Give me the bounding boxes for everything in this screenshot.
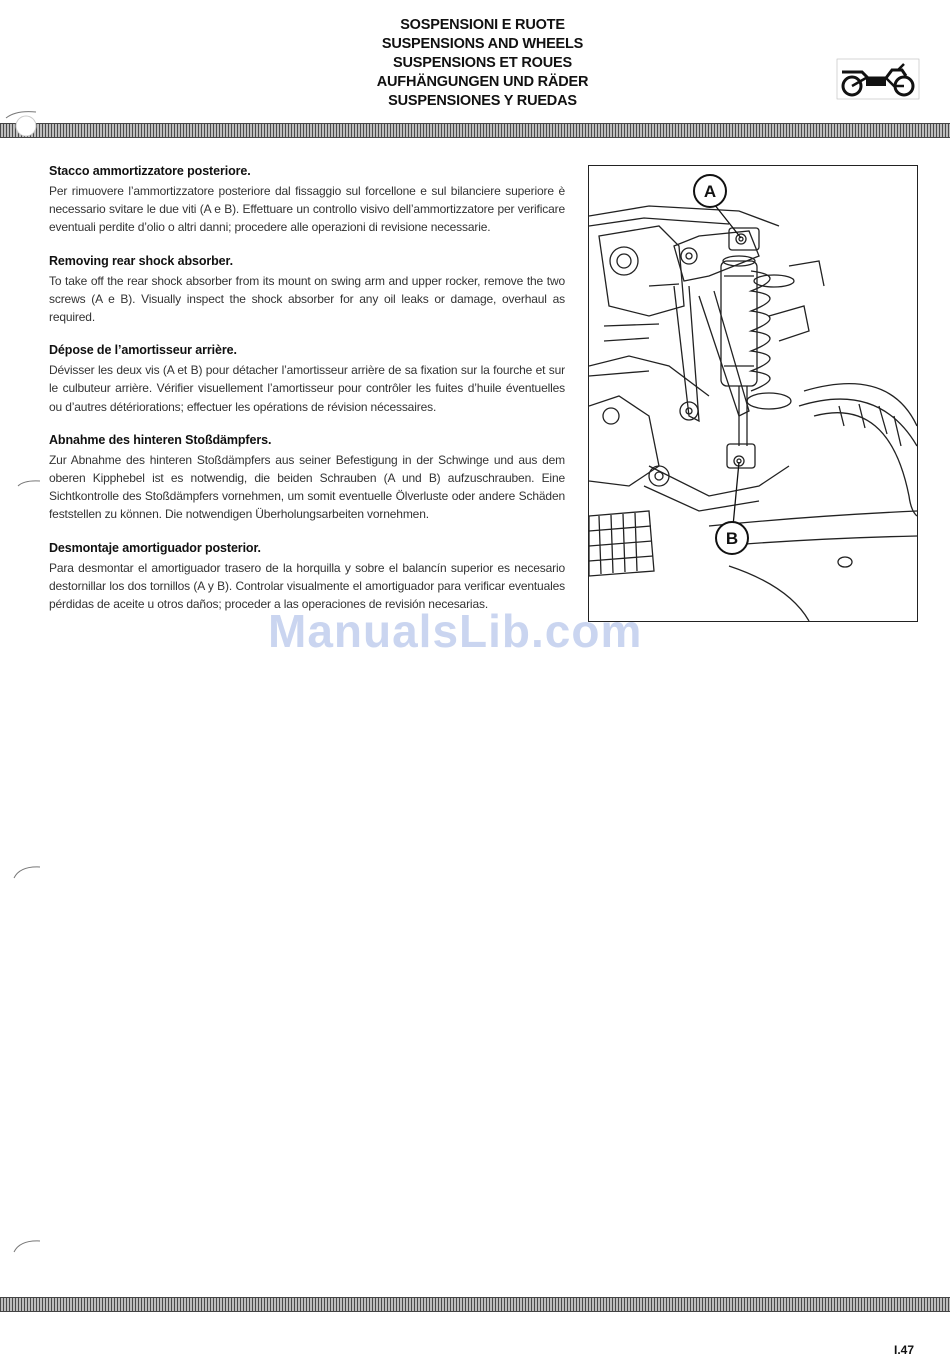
section-german (49, 431, 565, 524)
header-divider (0, 123, 950, 138)
section-french (49, 341, 565, 416)
motorcycle-icon (836, 58, 920, 100)
page-number: I.47 (894, 1343, 915, 1357)
binder-hole-mark (0, 472, 40, 512)
section-heading: Stacco ammortizzatore posteriore. (49, 164, 251, 178)
binder-hole-mark (0, 104, 40, 144)
title-english: SUSPENSIONS AND WHEELS (381, 36, 584, 52)
footer-divider (0, 1297, 950, 1312)
page-title-block (300, 16, 665, 111)
binder-hole-mark (0, 858, 40, 898)
section-heading: Abnahme des hinteren Stoßdämpfers. (49, 432, 272, 447)
callout-b-label: B (725, 529, 739, 548)
title-italian: SOSPENSIONI E RUOTE (400, 17, 565, 33)
section-body: Per rimuovere l’ammortizzatore posteriore dal fissaggio sul forcellone e sul bilanciere superiore è necessario svitare le due viti (A e B). Effettuare un controllo visivo dell’ammortizzatore per verificare eventuali perdite d’olio o altri danni; procedere alle operazioni di revisione necessarie. (49, 184, 565, 235)
title-german: AUFHÄNGUNGEN UND RÄDER (376, 74, 589, 90)
section-body: Para desmontar el amortiguador trasero de la horquilla y sobre el balancín superior es necesario destornillar los dos tornillos (A y B). Controlar visualmente el amortiguador para verificar eventuales pérdidas de aceite u otros daños; proceder a las operaciones de revisión necesarias. (49, 560, 565, 612)
callout-a-label: A (703, 182, 717, 201)
shock-absorber-drawing (589, 166, 917, 621)
section-heading: Removing rear shock absorber. (49, 253, 233, 268)
watermark: ManualsLib.com (268, 605, 643, 657)
section-heading: Dépose de l’amortisseur arrière. (49, 343, 237, 358)
title-spanish: SUSPENSIONES Y RUEDAS (388, 93, 577, 109)
section-body: Dévisser les deux vis (A et B) pour détacher l’amortisseur arrière de sa fixation sur la fourche et sur le culbuteur arrière. Vérifier visuellement l’amortisseur pour contrôler les fuites d’huile éventuelles ou d’autres détériorations; effectuer les opérations de révision nécessaires. (49, 363, 565, 414)
section-italian (49, 162, 565, 237)
section-english (49, 252, 565, 327)
section-body: Zur Abnahme des hinteren Stoßdämpfers aus seiner Befestigung in der Schwinge und aus dem oberen Kipphebel ist es notwendig, die beiden Schrauben (A und B) aufzuschrauben. Eine Sichtkontrolle des Stoßdämpfers vornehmen, um somit eventuelle Ölverluste oder andere Schäden feststellen zu können. Die notwendigen Überholungsarbeiten vornehmen. (49, 452, 565, 522)
binder-hole-mark (0, 1232, 40, 1272)
section-heading: Desmontaje amortiguador posterior. (49, 540, 261, 555)
shock-absorber-illustration (588, 165, 918, 622)
section-body: To take off the rear shock absorber from its mount on swing arm and upper rocker, remove the two screws (A e B). Visually inspect the shock absorber for any oil leaks or damage, overhaul as required. (49, 273, 565, 325)
section-spanish (49, 539, 565, 614)
instructions-column (49, 162, 565, 628)
title-french: SUSPENSIONS ET ROUES (393, 55, 572, 71)
